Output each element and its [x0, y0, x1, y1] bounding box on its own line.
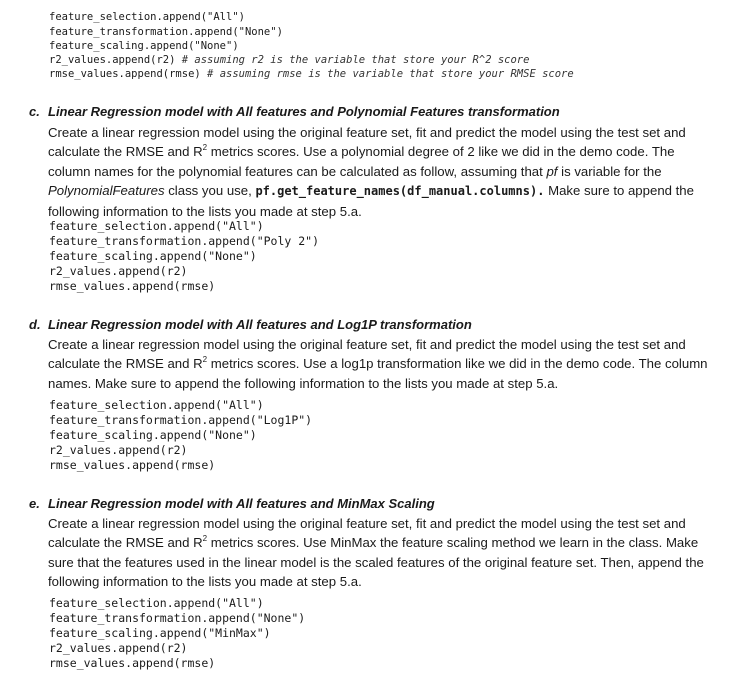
section-title: Linear Regression model with All features and Polynomial Features transformation: [48, 104, 560, 119]
code-line: feature_transformation.append("Poly 2"): [49, 234, 320, 248]
code-line: rmse_values.append(rmse): [49, 458, 216, 472]
code-line: rmse_values.append(rmse): [49, 279, 216, 293]
code-line: feature_selection.append("All"): [49, 219, 264, 233]
code-comment: # assuming r2 is the variable that store your R^2 score: [181, 54, 530, 66]
section-d-heading: [29, 317, 472, 332]
section-c-heading: [29, 104, 560, 119]
section-label: d.: [29, 317, 41, 332]
code-line: feature_transformation.append("Log1P"): [49, 413, 313, 427]
code-line: feature_transformation.append("None"): [49, 26, 283, 38]
code-line: r2_values.append(r2): [49, 641, 188, 655]
code-line: rmse_values.append(rmse): [49, 656, 216, 670]
code-line: feature_scaling.append("None"): [49, 428, 257, 442]
section-c-paragraph: Create a linear regression model using the original feature set, fit and predict the model using the test set and calculate the RMSE and $R^2$ metrics scores. Use a polynomial degree of 2 like we did in the demo code. The column names for the polynomial features can be calculated as follow, assuming that pf is variable for the PolynomialFeatures class you use, pf.get_feature_names(df_manual.columns). Make sure to append the following information to the lists you made at step 5.a.: [48, 125, 694, 219]
code-line: r2_values.append(r2): [49, 443, 188, 457]
section-label: e.: [29, 496, 40, 511]
section-title: Linear Regression model with All features and Log1P transformation: [48, 317, 472, 332]
section-title: Linear Regression model with All features and MinMax Scaling: [48, 496, 435, 511]
code-line: r2_values.append(r2): [49, 264, 188, 278]
code-line: r2_values.append(r2) # assuming r2 is the variable that store your R^2 score: [49, 54, 530, 66]
section-e-heading: [29, 496, 435, 511]
code-line: feature_selection.append("All"): [49, 11, 245, 23]
code-line: feature_selection.append("All"): [49, 398, 264, 412]
code-line: feature_scaling.append("None"): [49, 249, 257, 263]
code-line: feature_transformation.append("None"): [49, 611, 306, 625]
code-comment: # assuming rmse is the variable that store your RMSE score: [207, 68, 574, 80]
code-line: feature_scaling.append("MinMax"): [49, 626, 271, 640]
inline-code: pf.get_feature_names(df_manual.columns).: [255, 184, 545, 199]
code-line: feature_selection.append("All"): [49, 596, 264, 610]
code-line: feature_scaling.append("None"): [49, 40, 239, 52]
section-label: c.: [29, 104, 40, 119]
code-line: rmse_values.append(rmse) # assuming rmse is the variable that store your RMSE score: [49, 68, 574, 80]
section-e-paragraph: Create a linear regression model using the original feature set, fit and predict the model using the test set and calculate the RMSE and $R^2$ metrics scores. Use MinMax the feature scaling method we learn in the class. Make sure that the features used in the linear model is the scaled features of the original feature set. Then, append the following information to the lists you made at step 5.a.: [48, 516, 704, 590]
section-d-paragraph: Create a linear regression model using the original feature set, fit and predict the model using the test set and calculate the RMSE and $R^2$ metrics scores. Use a log1p transformation like we did in the demo code. The column names. Make sure to append the following information to the lists you made at step 5.a.: [48, 337, 708, 391]
